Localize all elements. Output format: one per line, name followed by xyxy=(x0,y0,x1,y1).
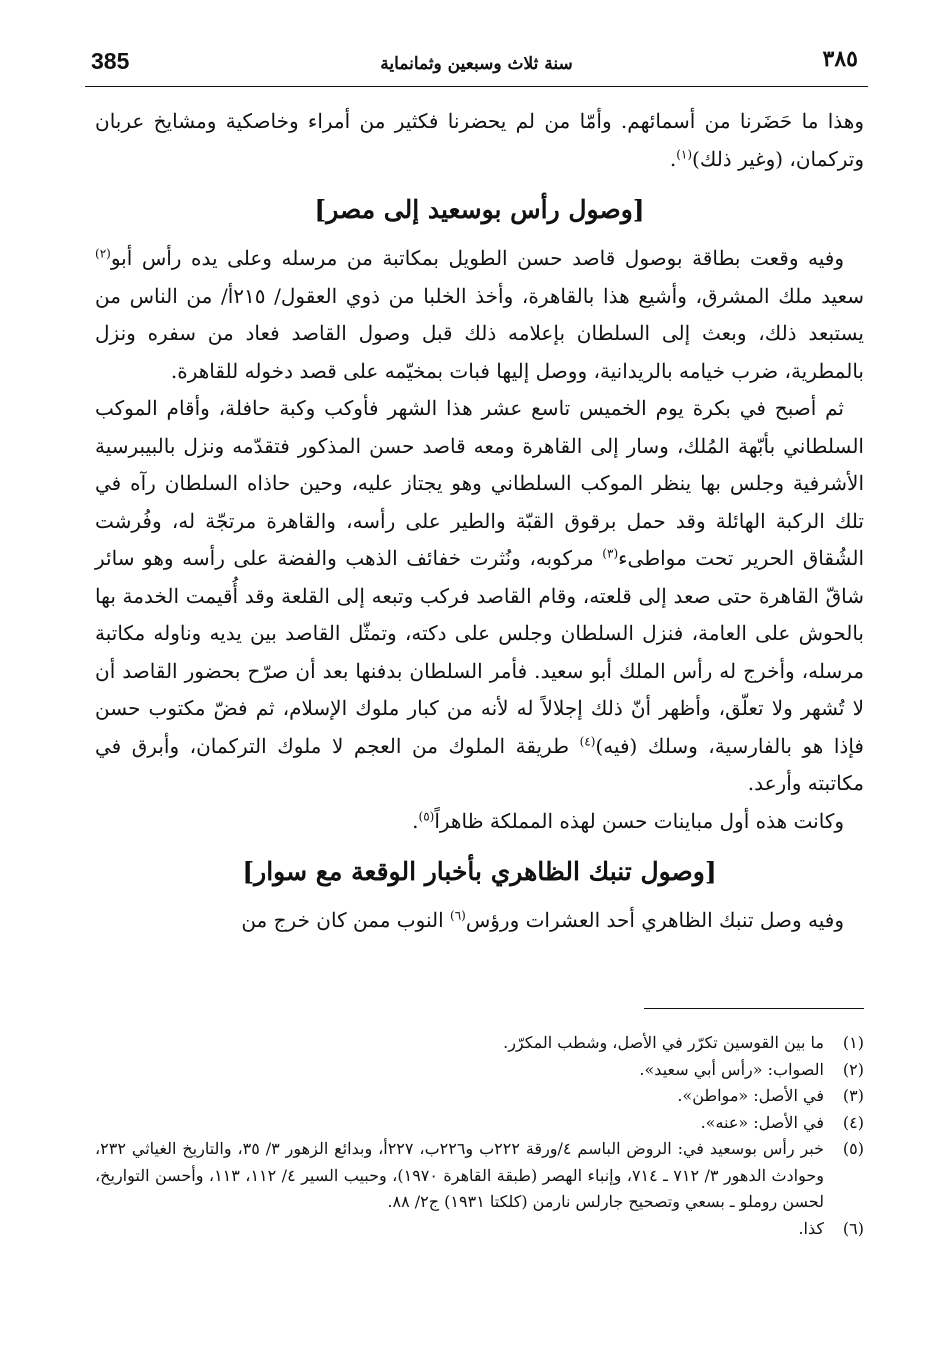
footnote-number: (٣) xyxy=(842,1086,864,1105)
footnote-text: كذا. xyxy=(798,1218,824,1238)
footnote-number: (٤) xyxy=(842,1112,864,1132)
footnote xyxy=(95,1136,864,1216)
footnote-number: (٢) xyxy=(842,1059,864,1079)
page-number-arabic: ٣٨٥ xyxy=(822,46,858,72)
footnote-text: خبر رأس بوسعيد في: الروض الباسم ٤/ورقة ٢٢٢ب و٢٢٦ب، ٢٢٧أ، وبدائع الزهور ٣/ ٣٥، والتاريخ الغياثي ٢٣٢، وحوادث الدهور ٣/ ٧١٢ ـ ٧١٤، وإنباء الهصر (طبقة القاهرة ١٩٧٠)، وحبيب السير ٤/ ١١٢، ١١٣، وأحسن التواريخ، لحسن روملو ـ بسعي وتصحيح جارلس نارمن (كلكتا ١٩٣١) ج٢/ ٨٨. xyxy=(95,1139,825,1211)
paragraph-tanibak: وفيه وصل تنبك الظاهري أحد العشرات ورؤس$^{(٦)}$ النوب ممن كان خرج من xyxy=(241,908,844,932)
footnote-separator xyxy=(644,1008,864,1009)
main-text xyxy=(95,103,864,940)
footnote-number: (٦) xyxy=(842,1218,864,1238)
paragraph-first-enmity: وكانت هذه أول مباينات حسن لهذه المملكة ظاهراً$^{(٥)}$. xyxy=(412,808,844,833)
page-header xyxy=(85,42,868,87)
section-heading-abu-said: [وصول رأس بوسعيد إلى مصر] xyxy=(314,195,645,224)
footnotes xyxy=(95,1030,864,1242)
footnote-ref-3: (٣) xyxy=(602,546,619,561)
footnote-text: الصواب: «رأس أبي سعيد». xyxy=(639,1059,824,1079)
footnote-ref-1: (١) xyxy=(676,146,693,161)
running-title: سنة ثلاث وسبعين وثمانماية xyxy=(380,54,573,74)
paragraph-abu-said-head: وفيه وقعت بطاقة بوصول قاصد حسن الطويل بمكاتبة من مرسله وعلى يده رأس أبو$^{(٢)}$ سعيد ملك المشرق، وأشيع هذا بالقاهرة، وأخذ الخلبا من ذوي العقول/ ٢١٥أ/ من الناس من يستبعد ذلك، وبعث إلى السلطان بإعلامه ذلك قبل وصول القاصد فعاد من سفره ونزل بالمطرية، ضرب خيامه بالريدانية، ووصل إليها فبات بمخيّمه على قصد دخوله للقاهرة. xyxy=(95,246,865,383)
footnote xyxy=(95,1110,864,1137)
paragraph-continuation: وهذا ما حَضَرنا من أسمائهم. وأمّا من لم يحضرنا فكثير من أمراء وخاصكية ومشايخ عربان وتركمان، (وغير ذلك)$^{(١)}$. xyxy=(95,109,864,171)
footnote-ref-6: (٦) xyxy=(450,908,466,923)
footnote-text: في الأصل: «مواطن». xyxy=(677,1086,824,1105)
page-number-latin: 385 xyxy=(91,48,130,74)
paragraph-procession: ثم أصبح في بكرة يوم الخميس تاسع عشر هذا الشهر فأوكب وكبة حافلة، وأقام الموكب السلطاني بأبّهة المُلك، وسار إلى القاهرة ومعه قاصد حسن المذكور فتقدّمه ونزل بالبيبرسية الأشرفية وجلس بها ينظر الموكب السلطاني وهو يجتاز عليه، وحين حاذاه السلطان رآه في تلك الركبة الهائلة وقد حمل برقوق القبّة والطير على رأسه، والقاهرة مرتجّة له، وفُرشت الشُقاق الحرير تحت مواطىء$^{(٣)}$ مركوبه، ونُثرت خفائف الذهب والفضة على رأسه وهو سائر شاقّ القاهرة حتى صعد إلى قلعته، وقام القاصد فركب وتبعه إلى القلعة وقد أُقيمت الخدمة بها بالحوش على العامة، فنزل السلطان وجلس على دكته، وتمثّل القاصد بين يديه وناوله مكاتبة مرسله، وأخرج له رأس الملك أبو سعيد. فأمر السلطان بدفنها بعد أن صرّح بحضور القاصد أن لا تُشهر ولا تعلّق، وأظهر أنّ ذلك إجلالاً له لأنه من كبار ملوك الإسلام، ثم فضّ مكتوب حسن فإذا هو بالفارسية، وسلك (فيه)$^{(٤)}$ طريقة الملوك من العجم لا ملوك التركمان، وأبرق في مكاتبته وأرعد. xyxy=(95,396,864,795)
footnote-number: (٥) xyxy=(842,1139,864,1158)
footnote-ref-4: (٤) xyxy=(579,733,596,748)
footnote-ref-5: (٥) xyxy=(418,808,435,823)
footnote-text: ما بين القوسين تكرّر في الأصل، وشطب المكرّر. xyxy=(503,1033,824,1052)
footnote-ref-2: (٢) xyxy=(95,246,111,261)
footnote xyxy=(95,1030,864,1057)
footnote-text: في الأصل: «عنه». xyxy=(700,1112,824,1132)
footnote xyxy=(95,1216,864,1243)
footnote xyxy=(95,1057,864,1084)
footnote xyxy=(95,1083,864,1110)
footnote-number: (١) xyxy=(842,1033,864,1052)
section-heading-tanibak: [وصول تنبك الظاهري بأخبار الوقعة مع سوار] xyxy=(242,857,717,886)
